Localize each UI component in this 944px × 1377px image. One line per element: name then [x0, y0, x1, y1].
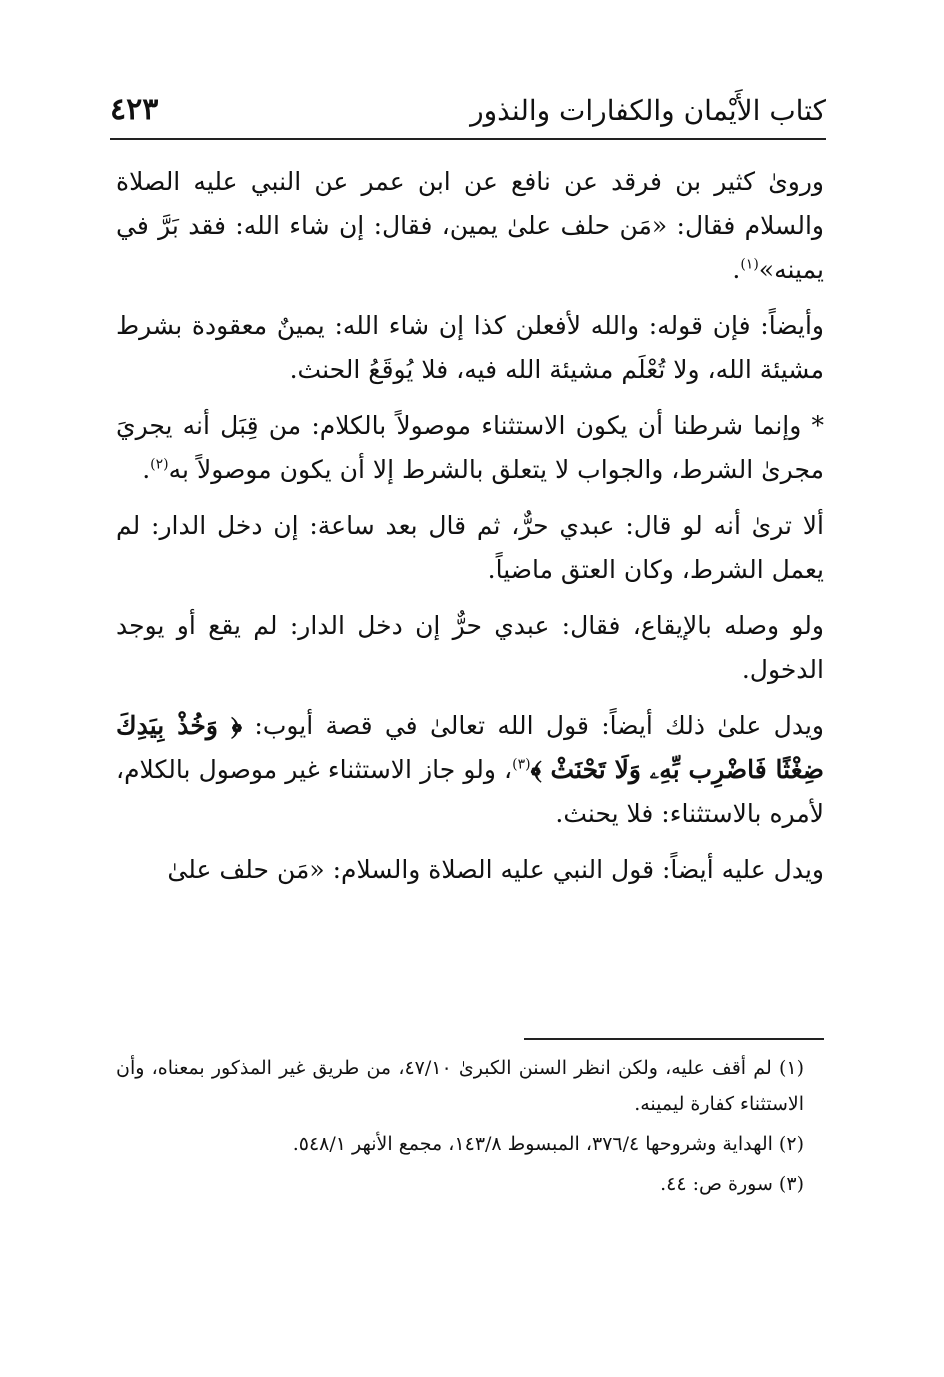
footnotes — [116, 1050, 804, 1206]
paragraph — [116, 404, 824, 492]
chapter-title: كتاب الأَيْمان والكفارات والنذور — [470, 94, 826, 127]
running-header — [110, 92, 826, 140]
paragraph — [116, 160, 824, 292]
paragraph-end: . — [732, 255, 741, 284]
footnote-ref: (٣) — [512, 756, 531, 773]
paragraph — [116, 848, 824, 892]
paragraph-text: وروىٰ كثير بن فرقد عن نافع عن ابن عمر عن النبي عليه الصلاة والسلام فقال: «مَن حلف علىٰ يمين، فقال: إن شاء الله: فقد بَرَّ في يمينه» — [116, 167, 824, 284]
quran-verse: ﴿ وَخُذْ بِيَدِكَ ضِغْثًا فَاضْرِب بِّهِۦ وَلَا تَحْنَثْ ﴾ — [116, 711, 824, 784]
page-number: ٤٢٣ — [110, 92, 159, 127]
footnote-ref: (٢) — [150, 456, 169, 473]
ayub-paragraph — [116, 704, 824, 836]
footnote: (٢) الهداية وشروحها ٣٧٦/٤، المبسوط ١٤٣/٨، مجمع الأنهر ٥٤٨/١. — [292, 1133, 804, 1155]
paragraph-end: . — [142, 455, 151, 484]
footnote-ref: (١) — [740, 256, 759, 273]
paragraph — [116, 604, 824, 692]
footnote: (٣) سورة ص: ٤٤. — [660, 1173, 804, 1195]
paragraph-text: * وإنما شرطنا أن يكون الاستثناء موصولاً بالكلام: من قِبَل أنه يجريَ مجرىٰ الشرط، والجواب لا يتعلق بالشرط إلا أن يكون موصولاً به — [116, 411, 824, 484]
main-text — [116, 160, 824, 904]
paragraph-text: ويدل علىٰ ذلك أيضاً: قول الله تعالىٰ في قصة أيوب: — [242, 711, 824, 740]
paragraph — [116, 304, 824, 392]
paragraph-text: وأيضاً: فإن قوله: والله لأفعلن كذا إن شاء الله: يمينٌ معقودة بشرط مشيئة الله، ولا تُعْلَم مشيئة الله فيه، فلا يُوقَعُ الحنث. — [116, 311, 824, 384]
footnote: (١) لم أقف عليه، ولكن انظر السنن الكبرىٰ ٤٧/١٠، من طريق غير المذكور بمعناه، وأن الاستثناء كفارة ليمينه. — [116, 1057, 804, 1115]
paragraph-text: ولو وصله بالإيقاع، فقال: عبدي حرٌّ إن دخل الدار: لم يقع أو يوجد الدخول. — [116, 611, 824, 684]
paragraph-text: ألا ترىٰ أنه لو قال: عبدي حرٌّ، ثم قال بعد ساعة: إن دخل الدار: لم يعمل الشرط، وكان العتق ماضياً. — [116, 511, 824, 584]
footnote-divider — [524, 1038, 824, 1040]
paragraph — [116, 504, 824, 592]
paragraph-end: ، ولو جاز الاستثناء غير موصول بالكلام، لأمره بالاستثناء: فلا يحنث. — [116, 755, 824, 828]
paragraph-text: ويدل عليه أيضاً: قول النبي عليه الصلاة والسلام: «مَن حلف علىٰ — [167, 855, 824, 884]
